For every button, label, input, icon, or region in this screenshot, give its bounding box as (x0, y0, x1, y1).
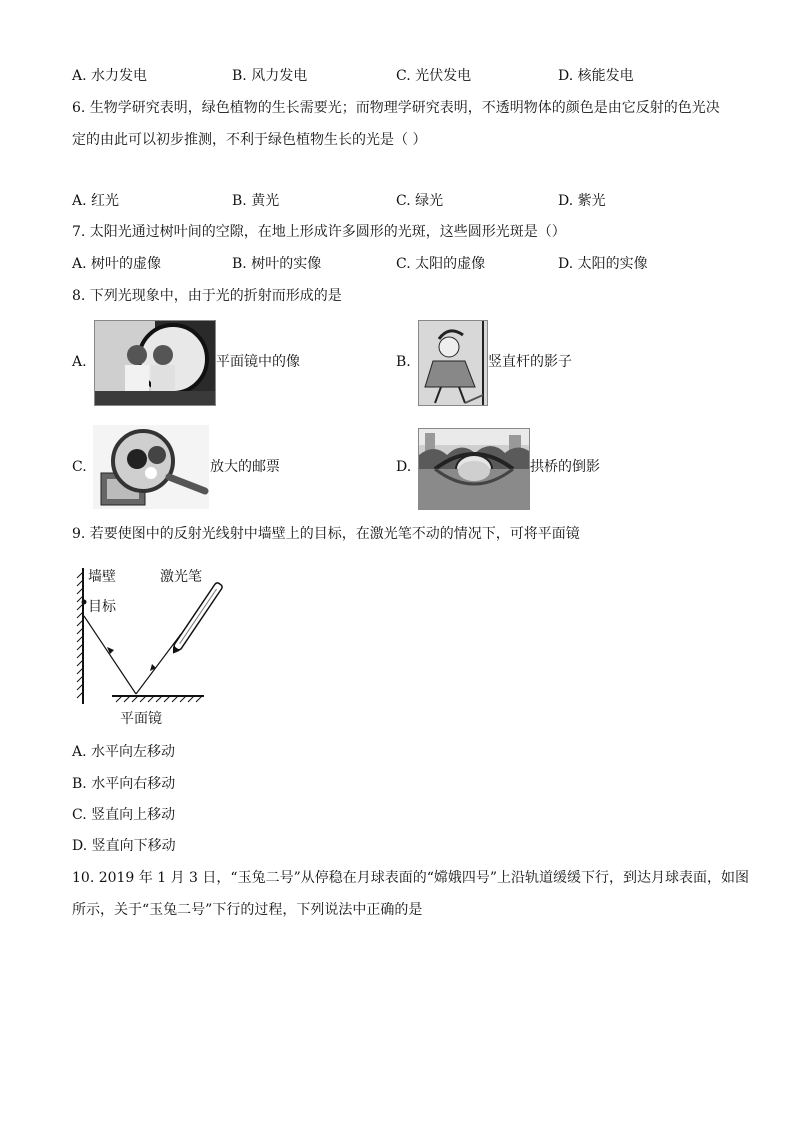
q7-option-c: C. 太阳的虚像 (396, 256, 486, 272)
mirror-photo (94, 320, 216, 406)
q5-option-c: C. 光伏发电 (396, 68, 472, 84)
q9-option-b: B. 水平向右移动 (72, 776, 176, 792)
q8-option-a-caption: 平面镜中的像 (216, 354, 300, 370)
mirror-label: 平面镜 (120, 711, 162, 727)
q7-option-a: A. 树叶的虚像 (72, 256, 162, 272)
shadow-pole-photo (418, 320, 488, 406)
q7-stem: 7. 太阳光通过树叶间的空隙，在地上形成许多圆形的光斑，这些圆形光斑是（） (72, 224, 566, 240)
q8-option-c-caption: 放大的邮票 (210, 459, 280, 475)
q8-option-b-letter: B. (396, 354, 411, 370)
q8-stem: 8. 下列光现象中，由于光的折射而形成的是 (72, 288, 342, 304)
q8-option-a-letter: A. (72, 354, 87, 370)
q6-option-a: A. 红光 (72, 193, 120, 209)
q5-option-a: A. 水力发电 (72, 68, 148, 84)
reflection-diagram (70, 562, 230, 730)
q6-option-c: C. 绿光 (396, 193, 444, 209)
q8-option-b-caption: 竖直杆的影子 (488, 354, 572, 370)
q8-option-d-caption: 拱桥的倒影 (530, 459, 600, 475)
q9-option-d: D. 竖直向下移动 (72, 838, 176, 854)
q5-option-b: B. 风力发电 (232, 68, 308, 84)
q7-option-b: B. 树叶的实像 (232, 256, 322, 272)
q6-option-b: B. 黄光 (232, 193, 280, 209)
laser-pen-icon (170, 582, 224, 656)
q8-option-c-letter: C. (72, 459, 87, 475)
target-dot (82, 600, 87, 605)
arch-bridge-photo (418, 428, 530, 510)
q6-option-d: D. 紫光 (558, 193, 606, 209)
q10-stem-line1: 10. 2019 年 1 月 3 日，“玉兔二号”从停稳在月球表面的“嫦娥四号”上沿轨道缓缓下行，到达月球表面，如图 (72, 870, 750, 886)
wall-label: 墙壁 (88, 569, 116, 585)
laser-label: 激光笔 (160, 569, 202, 585)
magnifier-stamp-photo (92, 424, 210, 510)
q10-stem-line2: 所示，关于“玉兔二号”下行的过程，下列说法中正确的是 (72, 902, 423, 918)
q6-stem-line1: 6. 生物学研究表明，绿色植物的生长需要光；而物理学研究表明，不透明物体的颜色是由它反射的色光决 (72, 100, 720, 116)
q9-option-a: A. 水平向左移动 (72, 744, 176, 760)
q9-option-c: C. 竖直向上移动 (72, 807, 176, 823)
q8-option-d-letter: D. (396, 459, 412, 475)
q9-stem: 9. 若要使图中的反射光线射中墙壁上的目标，在激光笔不动的情况下，可将平面镜 (72, 526, 580, 542)
target-label: 目标 (88, 599, 116, 615)
q7-option-d: D. 太阳的实像 (558, 256, 648, 272)
q5-option-d: D. 核能发电 (558, 68, 634, 84)
q6-stem-line2: 定的由此可以初步推测，不利于绿色植物生长的光是（ ） (72, 132, 427, 148)
